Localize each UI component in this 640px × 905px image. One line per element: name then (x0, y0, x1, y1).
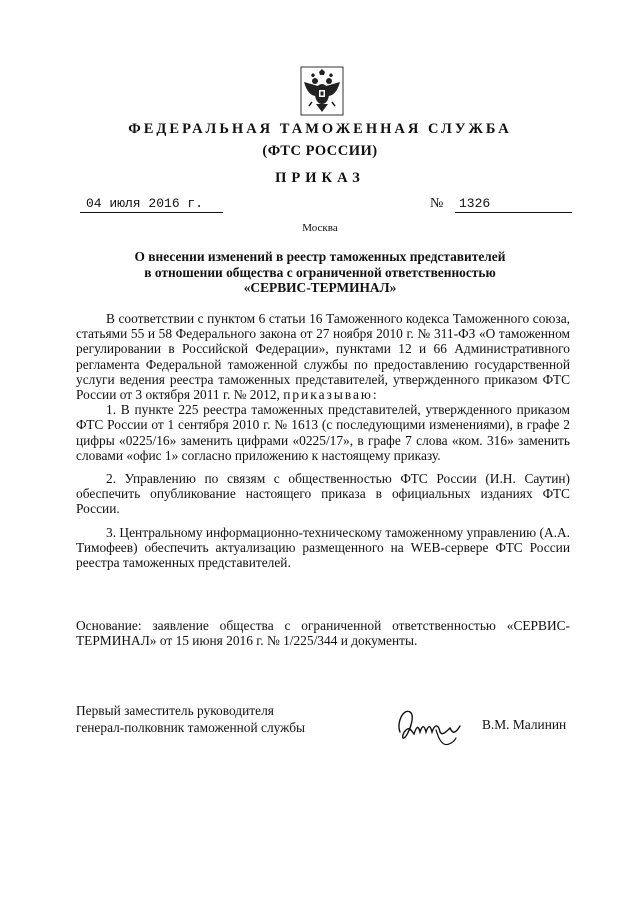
preamble-text: В соответствии с пунктом 6 статьи 16 Таможенного кодекса Таможенного союза, статьями 55 и 58 Федерального закона от 27 ноября 2010 г. № 311-ФЗ «О таможенном регулировании в Российской Федерации», пунктами 12 и 66 Административного регламента Федеральной таможенной службы по предоставлению государственной услуги ведения реестра таможенных представителей, утвержденного приказом ФТС России от 3 октября 2011 г. № 2012, (76, 311, 570, 403)
signatory-name: В.М. Малинин (482, 717, 567, 732)
signatory-title (76, 702, 305, 736)
handwritten-signature-icon (394, 702, 468, 748)
order-number: 1326 (455, 196, 572, 213)
order-body (76, 311, 570, 570)
document-type: ПРИКАЗ (275, 170, 365, 186)
number-sign: № (430, 196, 444, 211)
order-basis: Основание: заявление общества с ограниченной ответственностью «СЕРВИС-ТЕРМИНАЛ» от 15 июня 2016 г. № 1/225/344 и документы. (76, 618, 570, 649)
order-title-line-3: «СЕРВИС-ТЕРМИНАЛ» (243, 280, 397, 295)
order-item-3: 3. Центральному информационно-техническому таможенному управлению (А.А. Тимофеев) обеспечить актуализацию размещенного на WEB-сервере ФТС России реестра таможенных представителей. (76, 524, 570, 571)
order-title-line-1: О внесении изменений в реестр таможенных представителей (134, 249, 506, 264)
order-title-line-2: в отношении общества с ограниченной ответственностью (144, 264, 496, 280)
signatory-title-line-1: Первый заместитель руководителя (76, 703, 274, 718)
agency-short-name: (ФТС РОССИИ) (262, 143, 378, 159)
order-keyword: приказываю: (283, 387, 379, 403)
order-item-2: 2. Управлению по связям с общественностью ФТС России (И.Н. Саутин) обеспечить опубликование настоящего приказа в официальных изданиях ФТС России. (76, 471, 570, 517)
order-date: 04 июля 2016 г. (80, 196, 223, 213)
preamble-paragraph (76, 311, 570, 402)
signatory-title-line-2: генерал-полковник таможенной службы (76, 720, 306, 735)
order-item-1: 1. В пункте 225 реестра таможенных представителей, утвержденного приказом ФТС России от 1 сентября 2010 г. № 1613 (с последующими изменениями), в графе 2 цифры «0225/16» заменить цифрами «0225/17», в графе 7 слова «ком. 316» заменить словами «офис 1» согласно приложению к настоящему приказу. (76, 402, 570, 463)
russian-coat-of-arms-icon (300, 66, 344, 116)
agency-name: ФЕДЕРАЛЬНАЯ ТАМОЖЕННАЯ СЛУЖБА (128, 121, 512, 137)
order-title (80, 249, 560, 296)
city: Москва (302, 222, 338, 234)
